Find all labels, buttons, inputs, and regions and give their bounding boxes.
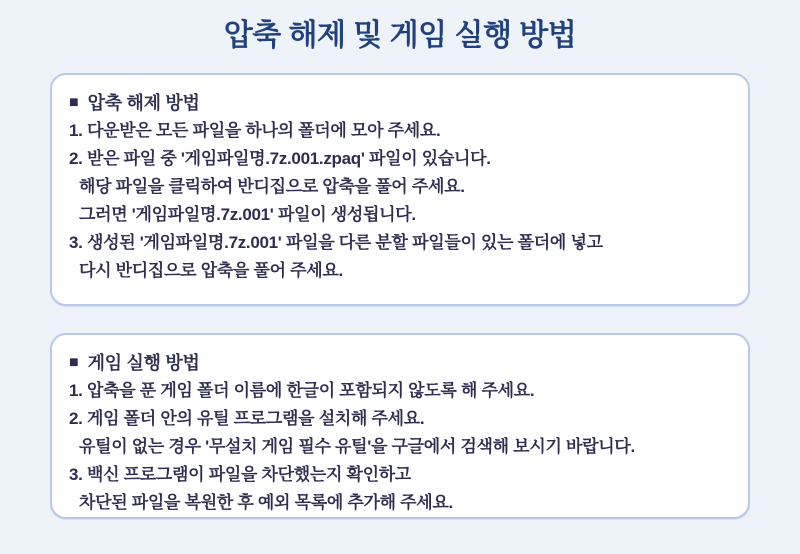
instruction-line: 3. 생성된 '게임파일명.7z.001' 파일을 다른 분할 파일들이 있는 폴더에 넣고 — [69, 233, 603, 252]
square-bullet-icon: ■ — [69, 94, 79, 111]
section-heading-row — [69, 349, 728, 377]
instruction-line: 2. 받은 파일 중 '게임파일명.7z.001.zpaq' 파일이 있습니다. — [69, 149, 491, 168]
panel-extract-instructions — [50, 73, 750, 306]
square-bullet-icon: ■ — [69, 354, 79, 371]
instruction-line: 2. 게임 폴더 안의 유틸 프로그램을 설치해 주세요. — [69, 409, 425, 428]
section-heading-extract: 압축 해제 방법 — [87, 93, 200, 113]
instruction-line: 다시 반디집으로 압축을 풀어 주세요. — [79, 261, 343, 280]
page-title: 압축 해제 및 게임 실행 방법 — [223, 19, 577, 52]
instruction-line: 차단된 파일을 복원한 후 예외 목록에 추가해 주세요. — [79, 493, 453, 512]
instruction-line: 그러면 '게임파일명.7z.001' 파일이 생성됩니다. — [79, 205, 416, 224]
section-heading-row — [69, 89, 728, 117]
instruction-line: 3. 백신 프로그램이 파일을 차단했는지 확인하고 — [69, 465, 412, 484]
panel-run-instructions — [50, 333, 750, 519]
section-heading-run: 게임 실행 방법 — [87, 353, 200, 373]
instruction-line: 해당 파일을 클릭하여 반디집으로 압축을 풀어 주세요. — [79, 177, 465, 196]
instruction-line: 유틸이 없는 경우 '무설치 게임 필수 유틸'을 구글에서 검색해 보시기 바랍니다. — [79, 437, 635, 456]
instruction-line: 1. 압축을 푼 게임 폴더 이름에 한글이 포함되지 않도록 해 주세요. — [69, 381, 535, 400]
instruction-line: 1. 다운받은 모든 파일을 하나의 폴더에 모아 주세요. — [69, 121, 441, 140]
